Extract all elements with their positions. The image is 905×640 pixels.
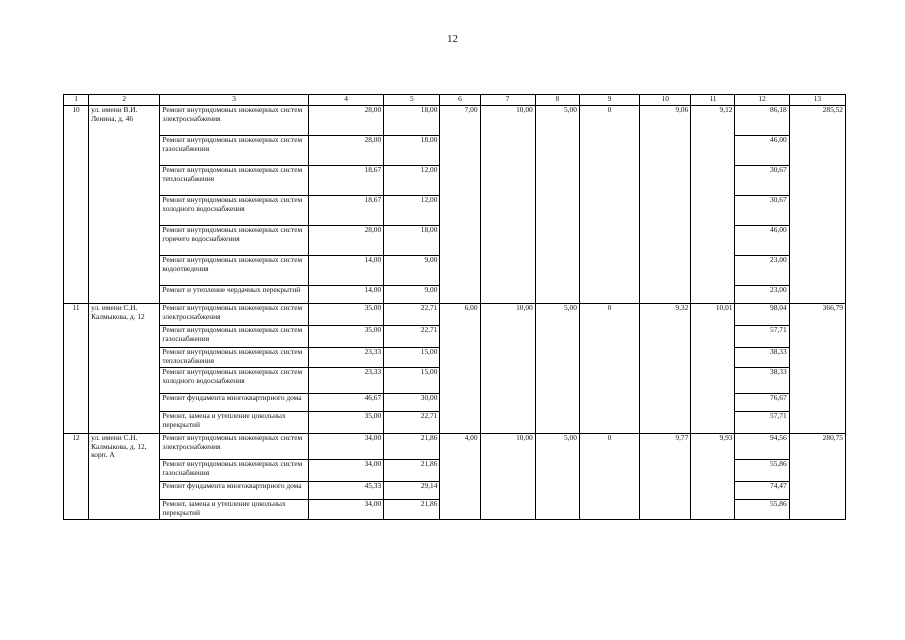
value-col-9: 0 bbox=[579, 106, 639, 304]
column-header: 12 bbox=[735, 95, 789, 106]
value-col-11: 10,01 bbox=[691, 304, 735, 434]
cost-col-4: 18,67 bbox=[308, 196, 383, 226]
value-col-7: 10,00 bbox=[480, 434, 535, 520]
total-col-12: 94,56 bbox=[735, 434, 789, 460]
value-col-10: 9,77 bbox=[640, 434, 691, 520]
cost-col-5: 12,00 bbox=[384, 166, 440, 196]
cost-col-5: 22,71 bbox=[384, 304, 440, 326]
cost-col-4: 28,00 bbox=[308, 136, 383, 166]
total-col-12: 23,00 bbox=[735, 286, 789, 304]
work-description: Ремонт, замена и утепление цокольных перекрытий bbox=[160, 500, 309, 520]
cost-col-5: 22,71 bbox=[384, 412, 440, 434]
cost-col-4: 23,33 bbox=[308, 368, 383, 394]
work-description: Ремонт, замена и утепление цокольных перекрытий bbox=[160, 412, 309, 434]
work-description: Ремонт внутридомовых инженерных систем электроснабжения bbox=[160, 106, 309, 136]
column-header: 3 bbox=[160, 95, 309, 106]
work-description: Ремонт внутридомовых инженерных систем электроснабжения bbox=[160, 434, 309, 460]
work-description: Ремонт внутридомовых инженерных систем электроснабжения bbox=[160, 304, 309, 326]
work-description: Ремонт внутридомовых инженерных систем горячего водоснабжения bbox=[160, 226, 309, 256]
value-col-11: 9,93 bbox=[691, 434, 735, 520]
column-header: 9 bbox=[579, 95, 639, 106]
column-header: 5 bbox=[384, 95, 440, 106]
work-description: Ремонт фундамента многоквартирного дома bbox=[160, 394, 309, 412]
value-col-6: 6,00 bbox=[440, 304, 480, 434]
cost-col-5: 18,00 bbox=[384, 226, 440, 256]
total-col-12: 38,33 bbox=[735, 348, 789, 368]
item-number: 10 bbox=[64, 106, 89, 304]
work-description: Ремонт внутридомовых инженерных систем газоснабжения bbox=[160, 326, 309, 348]
cost-col-4: 28,00 bbox=[308, 226, 383, 256]
cost-col-5: 9,00 bbox=[384, 286, 440, 304]
column-header: 8 bbox=[535, 95, 579, 106]
work-description: Ремонт внутридомовых инженерных систем холодного водоснабжения bbox=[160, 196, 309, 226]
value-col-10: 9,06 bbox=[640, 106, 691, 304]
work-description: Ремонт внутридомовых инженерных систем водоотведения bbox=[160, 256, 309, 286]
cost-col-4: 14,00 bbox=[308, 286, 383, 304]
page-number: 12 bbox=[447, 33, 458, 45]
table-row bbox=[64, 106, 846, 136]
cost-col-5: 15,00 bbox=[384, 348, 440, 368]
cost-col-5: 15,00 bbox=[384, 368, 440, 394]
cost-col-4: 18,67 bbox=[308, 166, 383, 196]
cost-col-5: 18,00 bbox=[384, 136, 440, 166]
total-col-12: 46,00 bbox=[735, 136, 789, 166]
repair-table bbox=[63, 94, 846, 520]
total-col-12: 23,00 bbox=[735, 256, 789, 286]
value-col-10: 9,32 bbox=[640, 304, 691, 434]
cost-col-5: 30,00 bbox=[384, 394, 440, 412]
table-row bbox=[64, 434, 846, 460]
cost-col-4: 14,00 bbox=[308, 256, 383, 286]
column-header: 4 bbox=[308, 95, 383, 106]
item-number: 11 bbox=[64, 304, 89, 434]
work-description: Ремонт внутридомовых инженерных систем газоснабжения bbox=[160, 460, 309, 482]
cost-col-5: 21,86 bbox=[384, 460, 440, 482]
value-col-6: 4,00 bbox=[440, 434, 480, 520]
value-col-8: 5,00 bbox=[535, 304, 579, 434]
cost-col-4: 23,33 bbox=[308, 348, 383, 368]
cost-col-5: 9,00 bbox=[384, 256, 440, 286]
total-col-12: 86,18 bbox=[735, 106, 789, 136]
cost-col-4: 46,67 bbox=[308, 394, 383, 412]
cost-col-5: 21,86 bbox=[384, 434, 440, 460]
cost-col-4: 35,00 bbox=[308, 304, 383, 326]
cost-col-5: 29,14 bbox=[384, 482, 440, 500]
column-header: 2 bbox=[89, 95, 160, 106]
total-col-12: 38,33 bbox=[735, 368, 789, 394]
column-header: 13 bbox=[789, 95, 845, 106]
cost-col-5: 18,00 bbox=[384, 106, 440, 136]
value-col-7: 10,00 bbox=[480, 304, 535, 434]
value-col-11: 9,12 bbox=[691, 106, 735, 304]
total-col-12: 57,71 bbox=[735, 412, 789, 434]
total-col-12: 55,86 bbox=[735, 500, 789, 520]
column-header: 7 bbox=[480, 95, 535, 106]
cost-col-4: 35,00 bbox=[308, 326, 383, 348]
cost-col-5: 12,00 bbox=[384, 196, 440, 226]
address-cell: ул. имени С.Н. Калмыкова, д. 12, корп. А bbox=[89, 434, 160, 520]
cost-col-4: 28,00 bbox=[308, 106, 383, 136]
total-col-13: 366,79 bbox=[789, 304, 845, 434]
total-col-12: 98,04 bbox=[735, 304, 789, 326]
total-col-12: 46,00 bbox=[735, 226, 789, 256]
cost-col-4: 34,00 bbox=[308, 460, 383, 482]
total-col-12: 55,86 bbox=[735, 460, 789, 482]
work-description: Ремонт внутридомовых инженерных систем теплоснабжения bbox=[160, 348, 309, 368]
total-col-12: 30,67 bbox=[735, 196, 789, 226]
cost-col-4: 34,00 bbox=[308, 434, 383, 460]
table-row bbox=[64, 304, 846, 326]
total-col-12: 57,71 bbox=[735, 326, 789, 348]
value-col-8: 5,00 bbox=[535, 106, 579, 304]
total-col-12: 74,47 bbox=[735, 482, 789, 500]
total-col-13: 285,52 bbox=[789, 106, 845, 304]
total-col-12: 76,67 bbox=[735, 394, 789, 412]
value-col-7: 10,00 bbox=[480, 106, 535, 304]
cost-col-4: 35,00 bbox=[308, 412, 383, 434]
item-number: 12 bbox=[64, 434, 89, 520]
cost-col-5: 22,71 bbox=[384, 326, 440, 348]
header-row bbox=[64, 95, 846, 106]
cost-col-4: 45,33 bbox=[308, 482, 383, 500]
work-description: Ремонт и утепление чердачных перекрытий bbox=[160, 286, 309, 304]
work-description: Ремонт внутридомовых инженерных систем теплоснабжения bbox=[160, 166, 309, 196]
column-header: 11 bbox=[691, 95, 735, 106]
total-col-13: 280,75 bbox=[789, 434, 845, 520]
address-cell: ул. имени С.Н. Калмыкова, д. 12 bbox=[89, 304, 160, 434]
column-header: 10 bbox=[640, 95, 691, 106]
value-col-6: 7,00 bbox=[440, 106, 480, 304]
column-header: 1 bbox=[64, 95, 89, 106]
work-description: Ремонт фундамента многоквартирного дома bbox=[160, 482, 309, 500]
cost-col-5: 21,86 bbox=[384, 500, 440, 520]
work-description: Ремонт внутридомовых инженерных систем холодного водоснабжения bbox=[160, 368, 309, 394]
work-description: Ремонт внутридомовых инженерных систем газоснабжения bbox=[160, 136, 309, 166]
value-col-9: 0 bbox=[579, 434, 639, 520]
total-col-12: 30,67 bbox=[735, 166, 789, 196]
address-cell: ул. имени В.И. Ленина, д. 46 bbox=[89, 106, 160, 304]
column-header: 6 bbox=[440, 95, 480, 106]
value-col-9: 0 bbox=[579, 304, 639, 434]
cost-col-4: 34,00 bbox=[308, 500, 383, 520]
value-col-8: 5,00 bbox=[535, 434, 579, 520]
